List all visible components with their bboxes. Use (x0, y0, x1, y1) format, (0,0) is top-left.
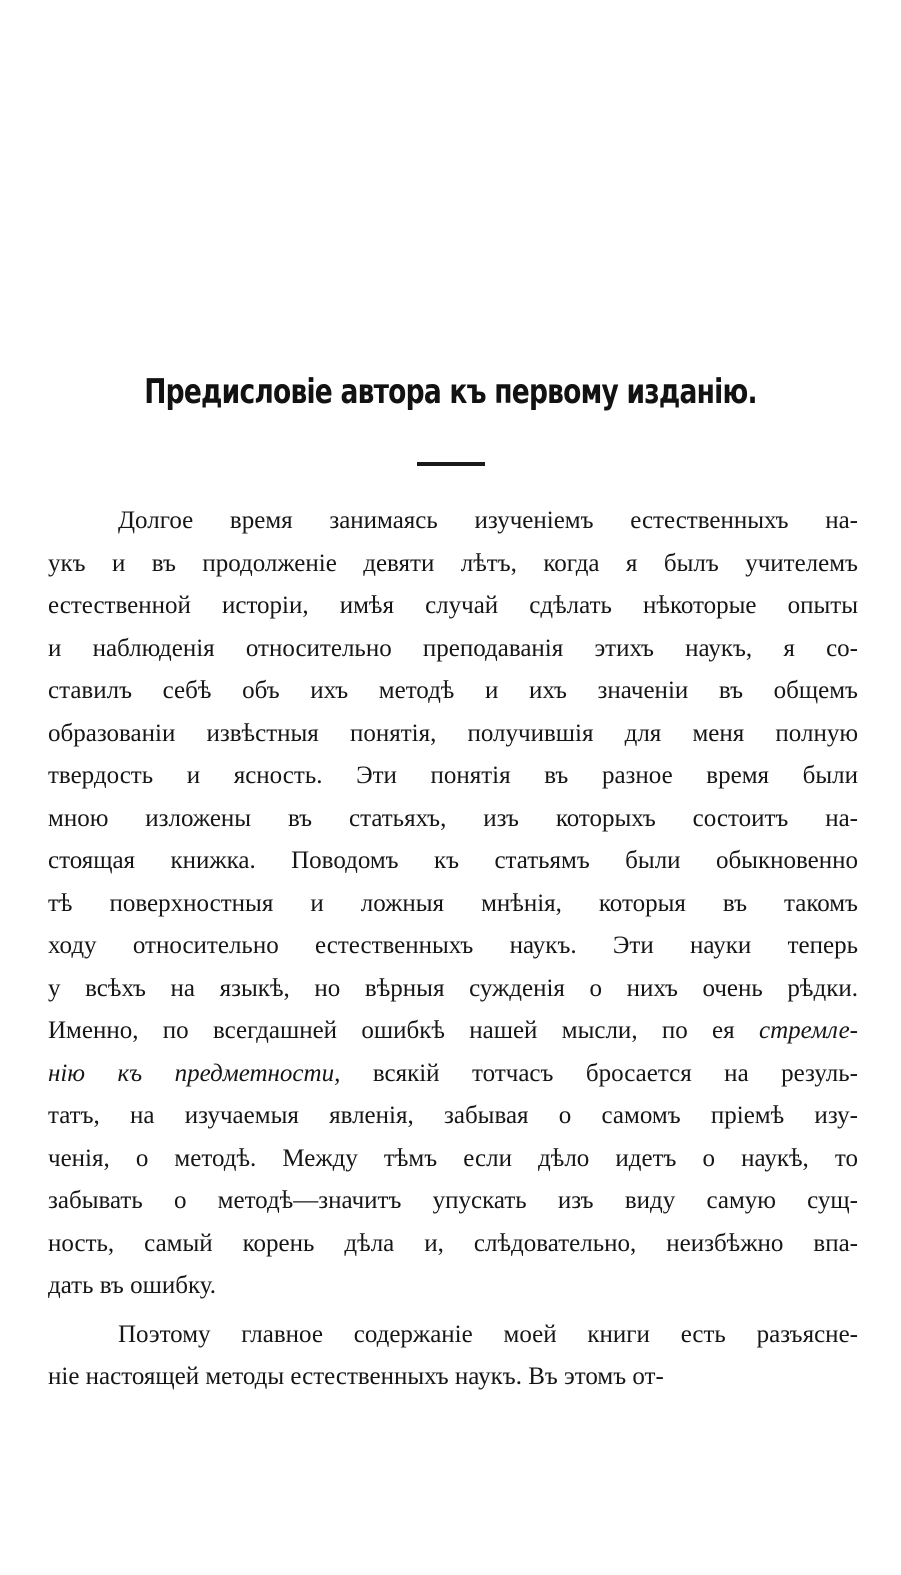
text-line (48, 798, 858, 841)
text-segment: дать въ ошибку. (48, 1272, 216, 1299)
text-segment: ченія, о методѣ. Между тѣмъ если дѣло идетъ о наукѣ, то (48, 1144, 858, 1172)
text-segment: Долгое время занимаясь изученіемъ естественныхъ на- (118, 507, 858, 534)
emphasized-text: нію къ предметности, (48, 1059, 341, 1087)
text-segment: ставилъ себѣ объ ихъ методѣ и ихъ значеніи въ общемъ (48, 677, 858, 704)
text-line (48, 968, 858, 1011)
text-line (48, 1223, 858, 1266)
text-segment: всякій тотчасъ бросается на резуль- (340, 1059, 859, 1087)
text-segment: ніе настоящей методы естественныхъ наукъ. Въ этомъ от- (48, 1363, 664, 1390)
text-line (48, 840, 858, 883)
text-line (48, 585, 858, 628)
text-line (48, 670, 858, 713)
text-segment: тѣ поверхностныя и ложныя мнѣнія, которыя въ такомъ (48, 889, 858, 917)
text-line (48, 713, 858, 756)
text-line (48, 543, 858, 586)
text-segment: и наблюденія относительно преподаванія этихъ наукъ, я со- (48, 634, 858, 662)
preface-text (48, 500, 858, 1399)
page-title: Предисловіе автора къ первому изданію. (144, 372, 757, 412)
text-segment: мною изложены въ статьяхъ, изъ которыхъ состоитъ на- (48, 804, 858, 832)
text-line (48, 755, 858, 798)
text-segment: забывать о методѣ—значитъ упускать изъ виду самую сущ- (48, 1187, 858, 1214)
text-line (48, 1265, 858, 1308)
text-line (48, 1138, 858, 1181)
text-segment: твердость и ясность. Эти понятія въ разное время были (48, 762, 858, 789)
text-line (48, 628, 858, 671)
text-line (48, 1010, 858, 1053)
text-segment: Именно, по всегдашней ошибкѣ нашей мысли, по ея (48, 1017, 759, 1044)
text-line (48, 925, 858, 968)
text-segment: образованіи извѣстныя понятія, получившія для меня полную (48, 719, 858, 747)
text-segment: Поэтому главное содержаніе моей книги есть разъясне- (118, 1320, 858, 1348)
text-line (48, 500, 858, 543)
text-line (48, 1314, 858, 1357)
text-line (48, 883, 858, 926)
text-line (48, 1053, 858, 1096)
text-line (48, 1095, 858, 1138)
text-segment: у всѣхъ на языкѣ, но вѣрныя сужденія о нихъ очень рѣдки. (48, 974, 858, 1002)
text-segment: татъ, на изучаемыя явленія, забывая о самомъ пріемѣ изу- (48, 1102, 858, 1129)
text-line (48, 1180, 858, 1223)
text-segment: укъ и въ продолженіе девяти лѣтъ, когда я былъ учителемъ (48, 549, 858, 577)
emphasized-text: стремле- (758, 1017, 858, 1044)
text-segment: естественной исторіи, имѣя случай сдѣлать нѣкоторые опыты (48, 592, 858, 619)
text-segment: стоящая книжка. Поводомъ къ статьямъ были обыкновенно (48, 847, 858, 874)
text-line (48, 1356, 858, 1399)
text-segment: ность, самый корень дѣла и, слѣдовательно, неизбѣжно впа- (48, 1229, 858, 1257)
title-divider (417, 462, 485, 466)
text-segment: ходу относительно естественныхъ наукъ. Эти науки теперь (48, 932, 858, 959)
